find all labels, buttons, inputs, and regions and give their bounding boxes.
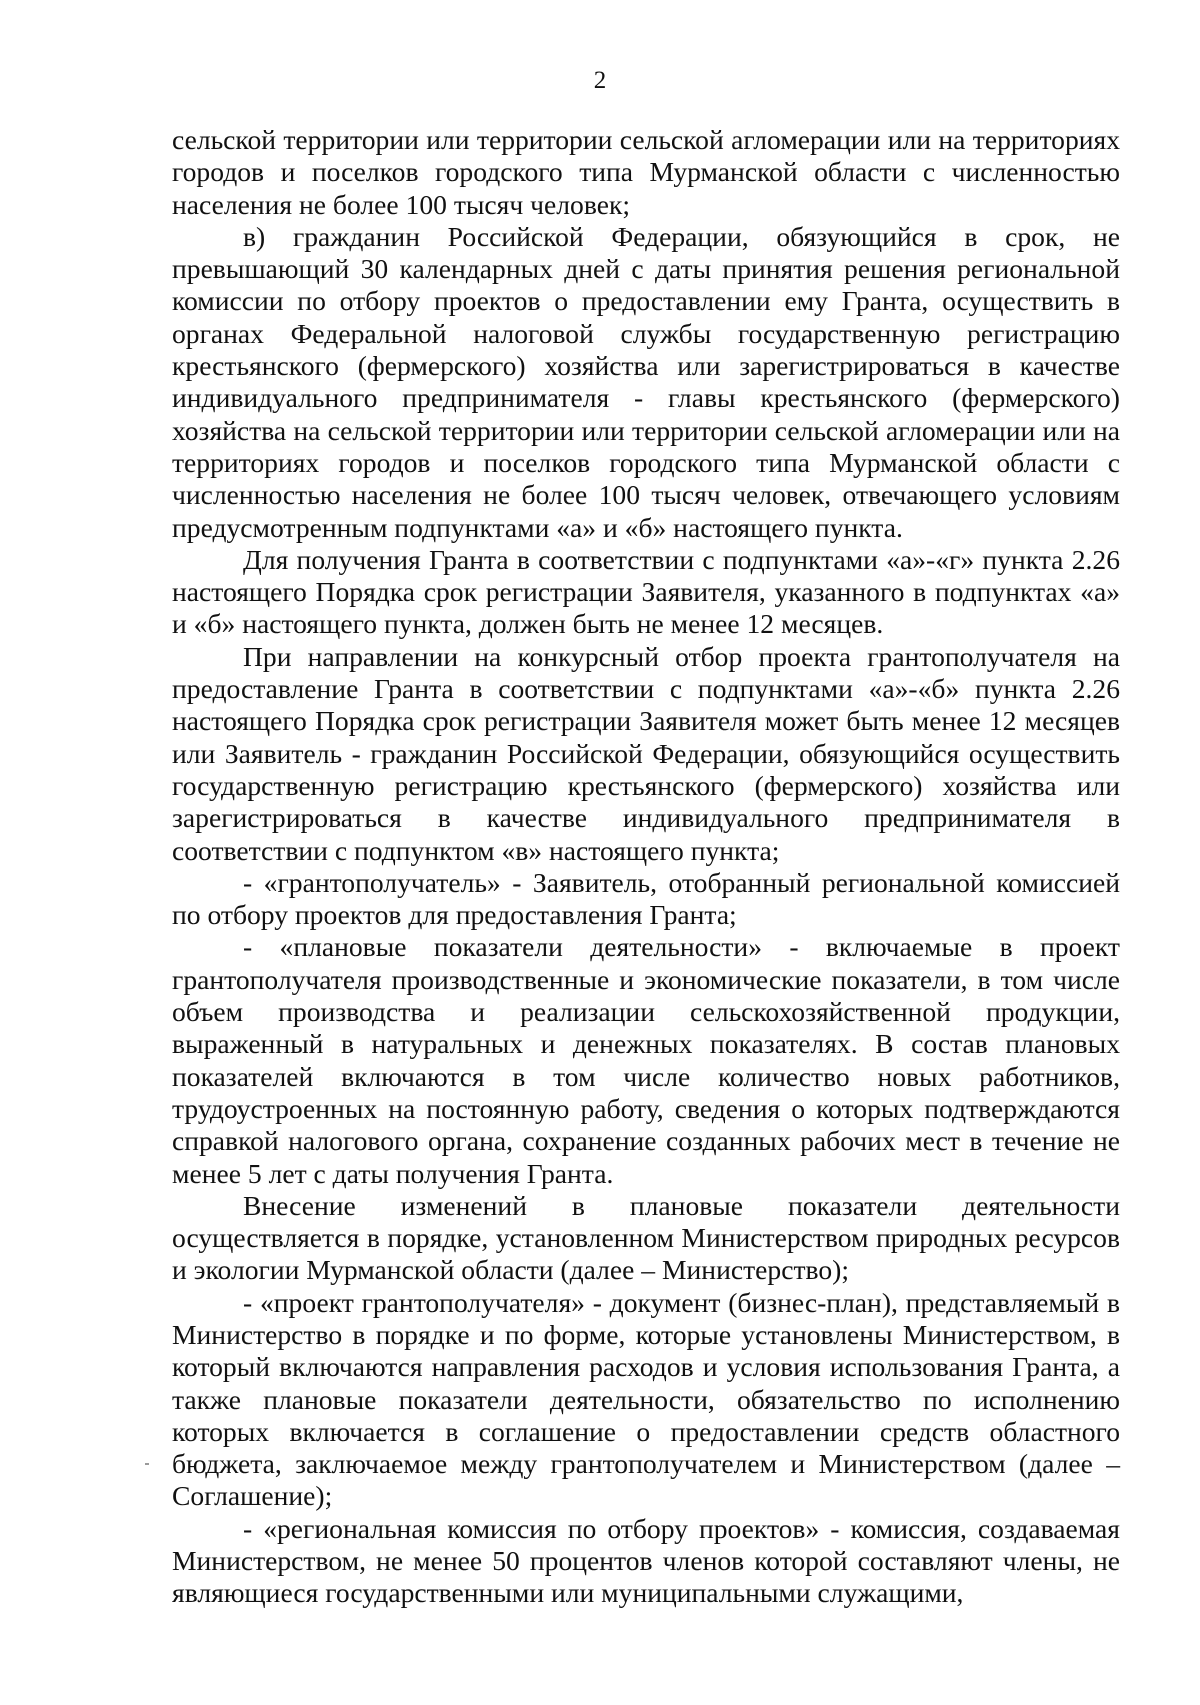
paragraph-grant-recipient-definition: - «грантополучатель» - Заявитель, отобранный региональной комиссией по отбору проектов для предоставления Гранта; xyxy=(172,866,1120,931)
paragraph-indicator-changes: Внесение изменений в плановые показатели деятельности осуществляется в порядке, установленном Министерством природных ресурсов и экологии Мурманской области (далее – Министерство); xyxy=(172,1189,1120,1286)
paragraph-project-definition: - «проект грантополучателя» - документ (бизнес-план), представляемый в Министерство в порядке и по форме, которые установлены Министерством, в который включаются направления расходов и условия использования Гранта, а также плановые показатели деятельности, обязательство по исполнению которых включается в соглашение о предоставлении средств областного бюджета, заключаемое между грантополучателем и Министерством (далее – Соглашение); xyxy=(172,1286,1120,1512)
paragraph-registration-term: Для получения Гранта в соответствии с подпунктами «а»-«г» пункта 2.26 настоящего Порядка срок регистрации Заявителя, указанного в подпунктах «а» и «б» настоящего пункта, должен быть не менее 12 месяцев. xyxy=(172,543,1120,640)
scan-artifact xyxy=(145,1463,149,1465)
paragraph-competitive-selection: При направлении на конкурсный отбор проекта грантополучателя на предоставление Гранта в соответствии с подпунктами «а»-«б» пункта 2.26 настоящего Порядка срок регистрации Заявителя может быть менее 12 месяцев или Заявитель - гражданин Российской Федерации, обязующийся осуществить государственную регистрацию крестьянского (фермерского) хозяйства или зарегистрироваться в качестве индивидуального предпринимателя в соответствии с подпунктом «в» настоящего пункта; xyxy=(172,640,1120,866)
page-number: 2 xyxy=(593,67,607,94)
paragraph-regional-commission-definition: - «региональная комиссия по отбору проектов» - комиссия, создаваемая Министерством, не менее 50 процентов членов которой составляют члены, не являющиеся государственными или муниципальными служащими, xyxy=(172,1512,1120,1609)
paragraph-subpoint-v: в) гражданин Российской Федерации, обязующийся в срок, не превышающий 30 календарных дней с даты принятия решения региональной комиссии по отбору проектов о предоставлении ему Гранта, осуществить в органах Федеральной налоговой службы государственную регистрацию крестьянского (фермерского) хозяйства или зарегистрироваться в качестве индивидуального предпринимателя - главы крестьянского (фермерского) хозяйства на сельской территории или территории сельской агломерации или на территориях городов и поселков городского типа Мурманской области с численностью населения не более 100 тысяч человек, отвечающего условиям предусмотренным подпунктами «а» и «б» настоящего пункта. xyxy=(172,220,1120,543)
paragraph-continuation: сельской территории или территории сельской агломерации или на территориях городов и поселков городского типа Мурманской области с численностью населения не более 100 тысяч человек; xyxy=(172,124,1120,220)
document-body xyxy=(172,124,1120,1610)
paragraph-planned-indicators-definition: - «плановые показатели деятельности» - включаемые в проект грантополучателя производственные и экономические показатели, в том числе объем производства и реализации сельскохозяйственной продукции, выраженный в натуральных и денежных показателях. В состав плановых показателей включаются в том числе количество новых работников, трудоустроенных на постоянную работу, сведения о которых подтверждаются справкой налогового органа, сохранение созданных рабочих мест в течение не менее 5 лет с даты получения Гранта. xyxy=(172,931,1120,1189)
